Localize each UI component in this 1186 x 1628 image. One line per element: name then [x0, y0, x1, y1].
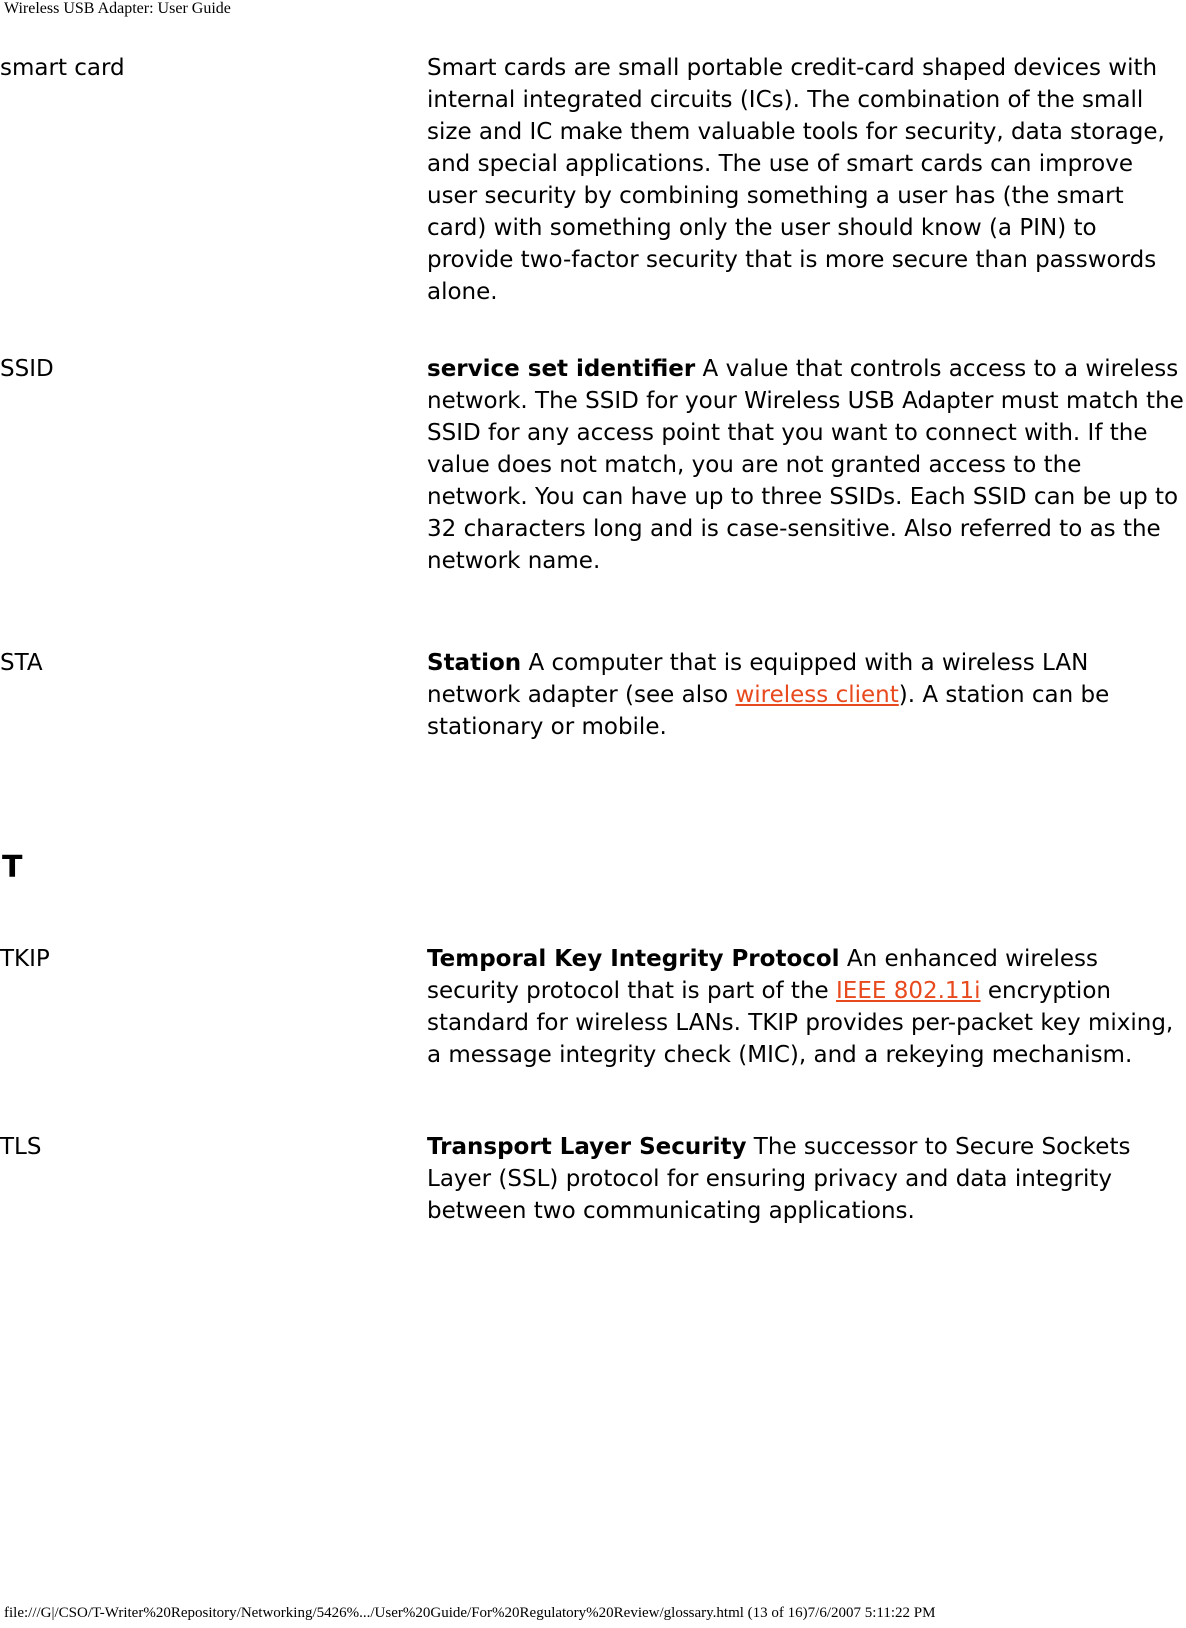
definition-expansion: service set identifier	[427, 356, 696, 382]
glossary-term: STA	[0, 650, 43, 676]
glossary-definition	[427, 52, 1185, 308]
glossary-term: TKIP	[0, 946, 50, 972]
glossary-definition	[427, 943, 1185, 1071]
glossary-term: smart card	[0, 55, 125, 81]
definition-text: A value that controls access to a wireless network. The SSID for your Wireless USB Adapter must match the SSID for any access point that you want to connect with. If the value does not match, you are not granted access to the network. You can have up to three SSIDs. Each SSID can be up to 32 characters long and is case-sensitive. Also referred to as the network name.	[427, 356, 1184, 574]
definition-text: A computer that is equipped with a wireless LAN network adapter (see also	[427, 650, 1089, 708]
definition-expansion: Station	[427, 650, 522, 676]
page-header-title: Wireless USB Adapter: User Guide	[4, 0, 231, 17]
ieee-802-11i-link[interactable]: IEEE 802.11i	[836, 978, 981, 1004]
definition-text: The successor to Secure Sockets Layer (SSL) protocol for ensuring privacy and data integrity between two communicating applications.	[427, 1134, 1131, 1224]
wireless-client-link[interactable]: wireless client	[735, 682, 899, 708]
definition-text: ). A station can be stationary or mobile.	[427, 682, 1110, 740]
definition-expansion: Transport Layer Security	[427, 1134, 747, 1160]
definition-text: encryption standard for wireless LANs. TKIP provides per-packet key mixing, a message integrity check (MIC), and a rekeying mechanism.	[427, 978, 1174, 1068]
glossary-term: SSID	[0, 356, 54, 382]
definition-text: An enhanced wireless security protocol that is part of the	[427, 946, 1098, 1004]
page-footer-path: file:///G|/CSO/T-Writer%20Repository/Networking/5426%.../User%20Guide/For%20Regulatory%20Review/glossary.html (13 of 16)7/6/2007 5:11:22 PM	[4, 1605, 936, 1621]
glossary-term: TLS	[0, 1134, 42, 1160]
glossary-definition	[427, 353, 1185, 577]
glossary-definition	[427, 1131, 1185, 1227]
section-letter-heading: T	[2, 850, 23, 885]
definition-expansion: Temporal Key Integrity Protocol	[427, 946, 840, 972]
definition-text: Smart cards are small portable credit-card shaped devices with internal integrated circuits (ICs). The combination of the small size and IC make them valuable tools for security, data storage, and special applications. The use of smart cards can improve user security by combining something a user has (the smart card) with something only the user should know (a PIN) to provide two-factor security that is more secure than passwords alone.	[427, 55, 1165, 305]
glossary-definition	[427, 647, 1185, 743]
